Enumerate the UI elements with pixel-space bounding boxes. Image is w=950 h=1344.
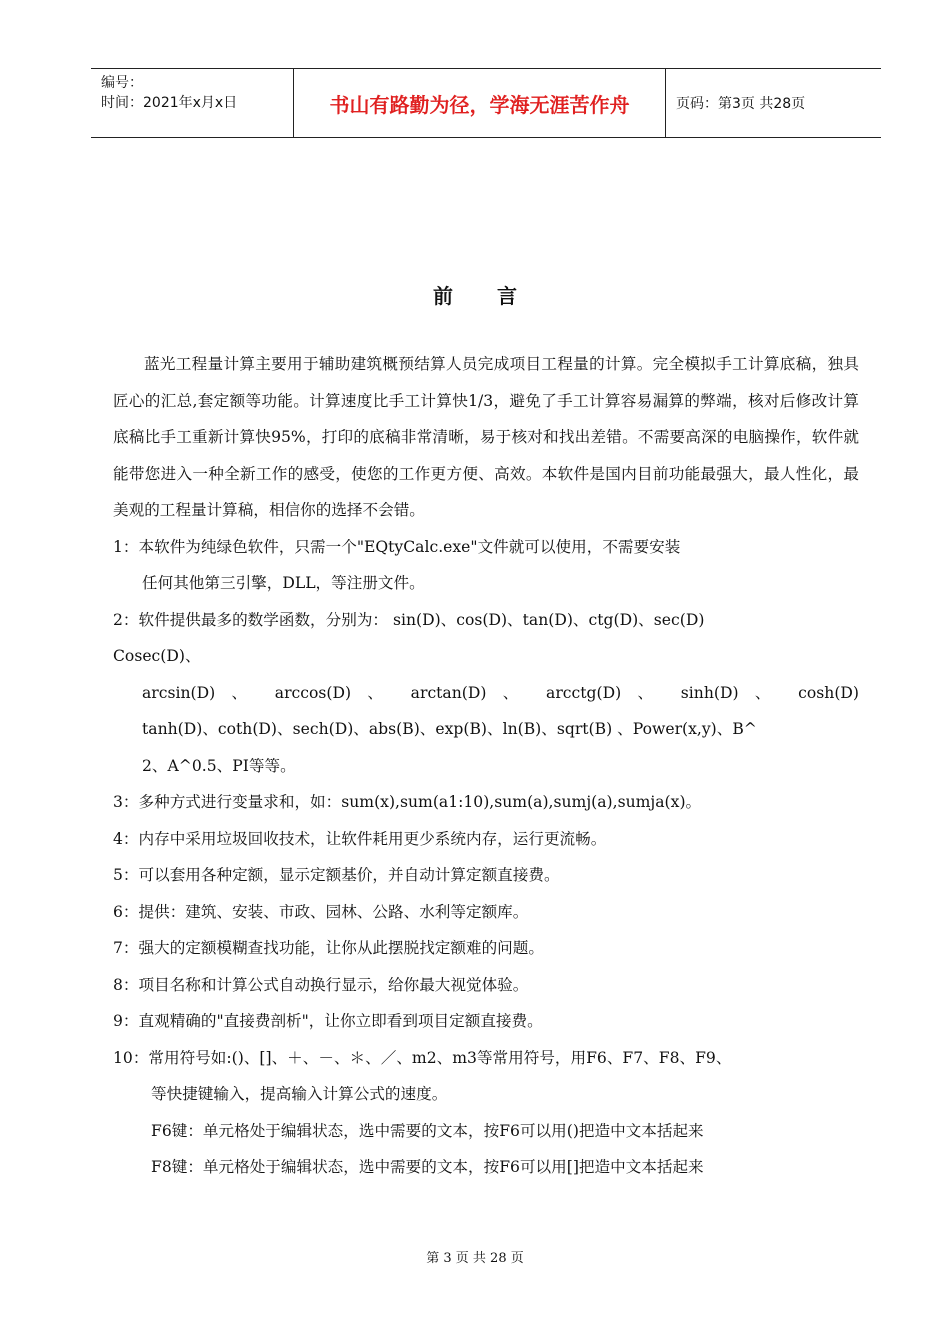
item-7: 7：强大的定额模糊查找功能，让你从此摆脱找定额难的问题。 [113,939,544,957]
item-2-line-2: Cosec(D)、 [113,647,201,665]
item-1-continued: 任何其他第三引擎，DLL，等注册文件。 [142,574,425,592]
item-2-line-3: arcsin(D) 、 arccos(D) 、 arctan(D) 、 arcctg(D) 、 sinh(D) 、 cosh(D) [142,683,859,702]
page-footer: 第 3 页 共 28 页 [426,1251,524,1266]
header-page-label: 页码：第3页 共28页 [676,96,806,112]
time-label: 时间：2021年x月x日 [101,95,238,111]
item-4: 4：内存中采用垃圾回收技术，让软件耗用更少系统内存，运行更流畅。 [113,829,607,848]
f6-key-note: F6键：单元格处于编辑状态，选中需要的文本，按F6可以用()把造中文本括起来 [151,1121,704,1140]
header-meta [91,69,293,137]
item-6: 6：提供：建筑、安装、市政、园林、公路、水利等定额库。 [113,902,529,921]
number-label: 编号： [101,75,143,91]
item-10-continued: 等快捷键输入，提高输入计算公式的速度。 [151,1085,448,1103]
page-header [91,68,881,138]
item-9: 9：直观精确的"直接费剖析"，让你立即看到项目定额直接费。 [113,1012,543,1030]
item-2: 2：软件提供最多的数学函数，分别为： sin(D)、cos(D)、tan(D)、ctg(D)、sec(D) [113,610,705,629]
item-5: 5：可以套用各种定额，显示定额基价，并自动计算定额直接费。 [113,866,560,884]
item-2-line-4: tanh(D)、coth(D)、sech(D)、abs(B)、exp(B)、ln(B)、sqrt(B) 、Power(x,y)、B^ [142,720,757,738]
f8-key-note: F8键：单元格处于编辑状态，选中需要的文本，按F6可以用[]把造中文本括起来 [151,1158,704,1176]
header-motto: 书山有路勤为径，学海无涯苦作舟 [293,69,666,137]
intro-paragraph: 蓝光工程量计算主要用于辅助建筑概预结算人员完成项目工程量的计算。完全模拟手工计算底稿，独具匠心的汇总,套定额等功能。计算速度比手工计算快1/3，避免了手工计算容易漏算的弊端，核对后修改计算底稿比手工重新计算快95%，打印的底稿非常清晰，易于核对和找出差错。不需要高深的电脑操作，软件就能带您进入一种全新工作的感受，使您的工作更方便、高效。本软件是国内目前功能最强大，最人性化，最美观的工程量计算稿，相信你的选择不会错。 [113,355,859,519]
page-title: 前言 [433,284,561,308]
item-1: 1：本软件为纯绿色软件，只需一个"EQtyCalc.exe"文件就可以使用，不需要安装 [113,537,681,556]
item-8: 8：项目名称和计算公式自动换行显示，给你最大视觉体验。 [113,975,529,994]
item-3: 3：多种方式进行变量求和，如：sum(x),sum(a1:10),sum(a),sumj(a),sumja(x)。 [113,793,702,811]
document-body [113,346,859,1186]
item-2-line-5: 2、A^0.5、PI等等。 [142,756,296,775]
item-10: 10：常用符号如:()、[]、＋、－、＊、／、m2、m3等常用符号，用F6、F7、F8、F9、 [113,1048,732,1067]
